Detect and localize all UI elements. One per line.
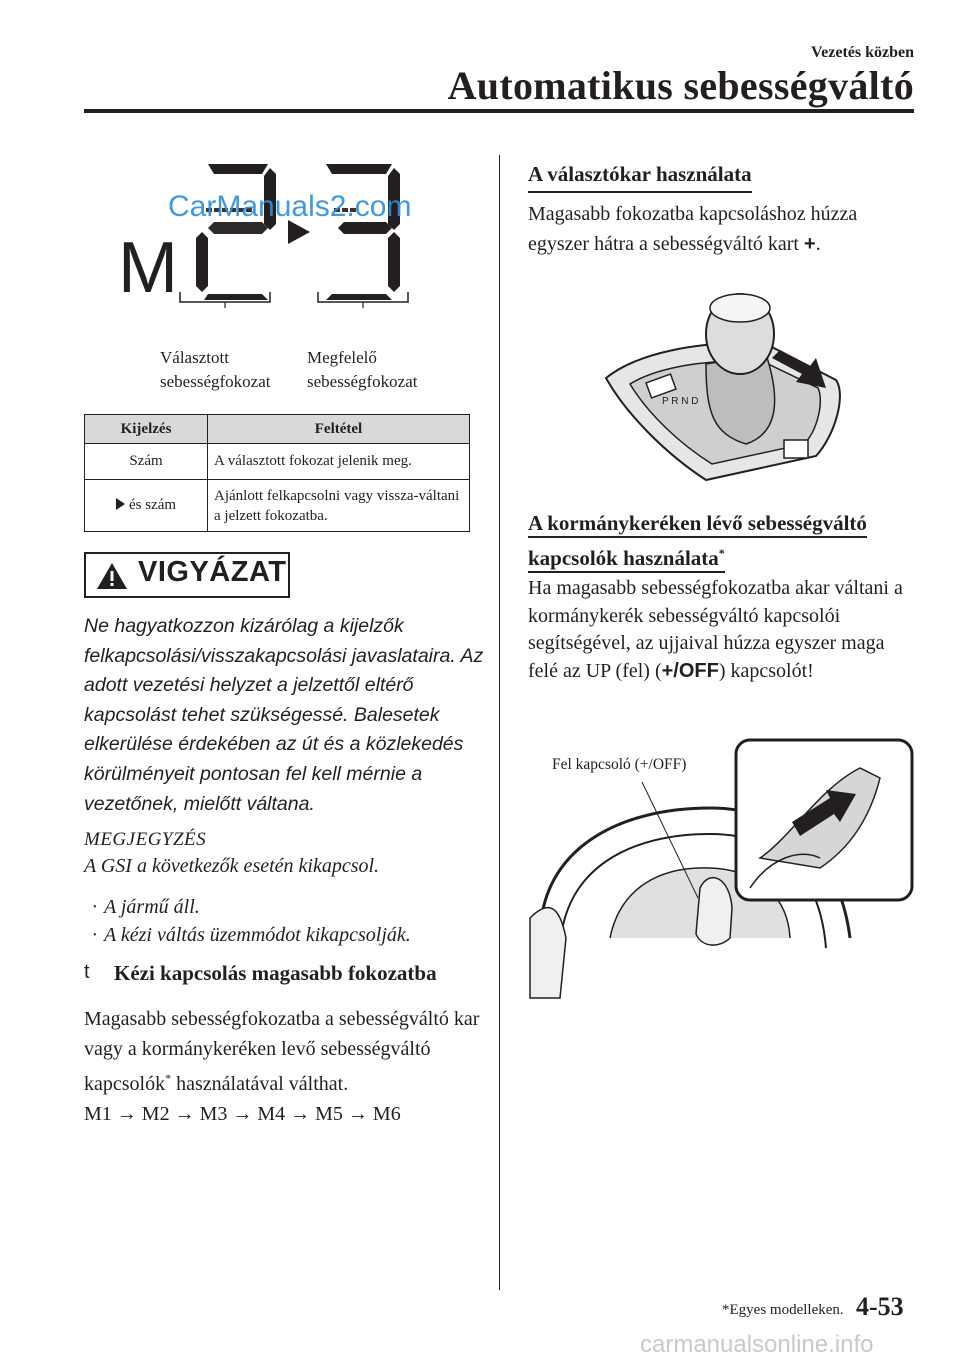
selected-digit-segments: [196, 164, 276, 300]
paddle-heading-line2: kapcsolók használata*: [528, 546, 725, 573]
section-heading-lever: A választókar használata: [528, 162, 752, 193]
gear-sequence: M1 → M2 → M3 → M4 → M5 → M6: [84, 1102, 401, 1125]
table-cell: A választott fokozat jelenik meg.: [208, 444, 470, 480]
label-recommended-line2: sebességfokozat: [307, 372, 418, 391]
paddle-text-post: ) kapcsolót!: [718, 659, 814, 682]
table-cell: [85, 480, 208, 532]
lever-text: Magasabb fokozatba kapcsoláshoz húzza egyszer hátra a sebességváltó kart: [528, 203, 858, 255]
section-body-paddle: [528, 575, 918, 685]
triangle-icon: [116, 498, 125, 510]
watermark-bottom: carmanualsonline.info: [640, 1331, 874, 1358]
section-body-lever: Magasabb fokozatba kapcsoláshoz húzza egyszer hátra a sebességváltó kart +.: [528, 203, 858, 255]
page-number: 4-53: [856, 1292, 904, 1321]
label-selected-line2: sebességfokozat: [160, 372, 271, 391]
header-rule: [84, 109, 914, 113]
upshift-paddle-label: Fel kapcsoló (+/OFF): [552, 756, 687, 773]
watermark-top: CarManuals2.com: [168, 190, 412, 223]
upshift-text: Magasabb sebességfokozatba a sebességváltó kar vagy a kormánykeréken levő sebességváltó kapcsolók: [84, 1008, 480, 1095]
footnote: *Egyes modelleken.: [722, 1302, 844, 1318]
paddle-text: Ha magasabb sebességfokozatba akar váltani a kormánykerék sebességváltó kapcsolói segítségével, az ujjaival húzza egyszer maga felé az UP (fel) (: [528, 577, 903, 682]
note-heading: MEGJEGYZÉS: [84, 829, 207, 850]
label-recommended-line1: Megfelelő: [307, 348, 377, 367]
section-marker: t: [84, 961, 90, 983]
note-bullet: · A jármű áll.: [92, 896, 200, 918]
caution-title: VIGYÁZAT: [138, 556, 287, 588]
label-selected-gear: [160, 346, 270, 394]
display-condition-table: [84, 414, 470, 532]
warning-triangle-icon: [96, 562, 128, 590]
shift-lever-illustration: [596, 284, 856, 484]
table-header-cell: Kijelzés: [85, 415, 208, 444]
chapter-subtitle: Vezetés közben: [811, 44, 914, 61]
table-cell: Szám: [85, 444, 208, 480]
label-selected-line1: Választott: [160, 348, 229, 367]
note-body: A GSI a következők esetén kikapcsol.: [84, 855, 380, 877]
page-title: Automatikus sebességváltó: [447, 63, 914, 108]
table-header-cell: Feltétel: [208, 415, 470, 444]
table-cell-text: és szám: [128, 497, 177, 513]
label-recommended-gear: [307, 346, 417, 394]
note-bullet-text: A jármű áll.: [104, 896, 200, 918]
paddle-heading-line1: A kormánykeréken lévő sebességváltó: [528, 511, 867, 538]
table-header-row: [85, 415, 470, 444]
upshift-text-post: használatával válthat.: [176, 1073, 349, 1095]
section-heading-upshift: Kézi kapcsolás magasabb fokozatba: [114, 961, 437, 985]
gear-display-figure: [110, 158, 430, 308]
note-bullet-text: A kézi váltás üzemmódot kikapcsolják.: [104, 924, 411, 946]
paddle-heading-line2-text: kapcsolók használata: [528, 546, 719, 570]
section-heading-paddle: [528, 508, 894, 573]
table-row: [85, 444, 470, 480]
mode-letter: M: [118, 228, 178, 308]
svg-text:P R N D: P R N D: [662, 396, 699, 407]
plus-symbol: +: [804, 232, 816, 255]
section-body-upshift: Magasabb sebességfokozatba a sebességváltó kar vagy a kormánykeréken levő sebességváltó kapcsolók* használatával válthat. M1 → M2 → M3 → M4 → M5 → M6: [84, 1008, 480, 1125]
steering-wheel-illustration: [520, 738, 920, 1008]
note-bullet: · A kézi váltás üzemmódot kikapcsolják.: [92, 924, 411, 946]
table-cell: Ajánlott felkapcsolni vagy vissza-váltani a jelzett fokozatba.: [208, 480, 470, 532]
recommended-digit-segments: [326, 164, 400, 300]
plus-off-symbol: +/OFF: [661, 659, 719, 682]
table-row: [85, 480, 470, 532]
caution-body: Ne hagyatkozzon kizárólag a kijelzők felkapcsolási/visszakapcsolási javaslataira. Az adott vezetési helyzet a jelzettől eltérő kapcsolást tehet szükségessé. Balesetek elkerülése érdekében az út és a közlekedés körülményeit pontosan fel kell mérnie a vezetőnek, mielőtt váltana.: [84, 615, 484, 815]
column-divider: [499, 155, 500, 1290]
